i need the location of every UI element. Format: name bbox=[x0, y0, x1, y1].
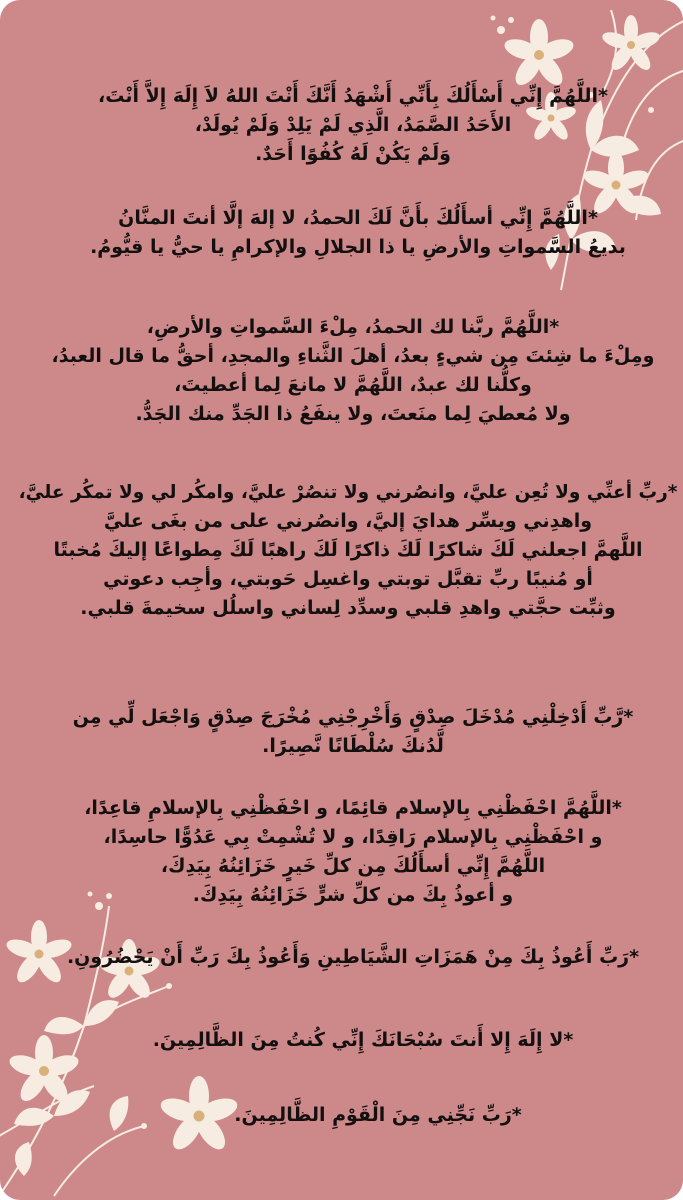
dua-line: *رَّبِّ أَدْخِلْنِي مُدْخَلَ صِدْقٍ وَأَخْرِجْنِي مُخْرَجَ صِدْقٍ وَاجْعَل لِّي مِن bbox=[72, 706, 634, 728]
dua-line: اللَّهُمَّ إِنِّي أسأَلُكَ مِن كلِّ خَيرٍ خَزَائِنُهُ بِيَدِكَ، bbox=[160, 855, 546, 877]
dua-block bbox=[13, 478, 683, 623]
dua-line: وَلَمْ يَكُنْ لَهُ كُفُوًا أَحَدٌ. bbox=[255, 143, 451, 165]
dua-line: لَّدُنكَ سُلْطَانًا نَّصِيرًا. bbox=[262, 735, 444, 757]
dua-line: *اللَّهُمَّ إِنِّي أسأَلُكَ بأَنَّ لَكَ الحمدُ، لا إلهَ إلَّا أنتَ المنَّانُ bbox=[118, 207, 598, 229]
dua-block bbox=[33, 204, 683, 262]
dua-block bbox=[23, 82, 683, 169]
dua-line: *رَبِّ نَجِّنِي مِنَ الْقَوْمِ الظَّالِمِينَ. bbox=[234, 1104, 522, 1126]
dua-line: واهدِني ويسِّر هدايَ إليَّ، وانصُرني على من بغَى عليَّ bbox=[103, 510, 593, 532]
dua-block bbox=[23, 794, 683, 910]
dua-line: أو مُنيبًا ربِّ تقبَّل توبتي واغسِل حَوبتي، وأجِب دعوتي bbox=[103, 568, 593, 590]
dua-block bbox=[73, 1101, 683, 1130]
dua-line: بديعُ السَّمواتِ والأرضِ يا ذا الجلالِ والإكرامِ يا حيُّ يا قيُّومُ. bbox=[90, 236, 626, 258]
dua-line: و أعوذُ بِكَ من كلِّ شرٍّ خَزَائِنُهُ بِيَدِكَ. bbox=[192, 884, 514, 906]
dua-block bbox=[23, 703, 683, 761]
dua-block bbox=[23, 313, 683, 429]
dua-line: *رَبِّ أَعُوذُ بِكَ مِنْ هَمَزَاتِ الشَّيَاطِينِ وَأَعُوذُ بِكَ رَبِّ أَنْ يَحْضُرُونِ. bbox=[66, 946, 640, 968]
dua-line: *اللَّهُمَّ إِنِّي أَسْأَلُكَ بِأَنِّي أَشْهَدُ أَنَّكَ أَنْتَ اللهُ لاَ إِلَهَ إِلاَّ أَنْتَ، bbox=[98, 85, 608, 107]
dua-block bbox=[43, 1026, 683, 1055]
dua-line: الأَحَدُ الصَّمَدُ، الَّذِي لَمْ يَلِدْ وَلَمْ يُولَدْ، bbox=[194, 114, 512, 136]
dua-line: ومِلْءَ ما شِئتَ مِن شيءٍ بعدُ، أهلَ الثَّناءِ والمجدِ، أحقُّ ما قال العبدُ، bbox=[51, 345, 655, 367]
dua-block bbox=[23, 943, 683, 972]
dua-line: *لا إِلَهَ إِلا أَنتَ سُبْحَانَكَ إِنِّي كُنتُ مِنَ الظَّالِمِينَ. bbox=[152, 1029, 574, 1051]
dua-line: وكلُّنا لك عبدٌ، اللَّهُمَّ لا مانعَ لِما أعطيتَ، bbox=[174, 374, 532, 396]
dua-line: *اللَّهُمَّ احْفَظْنِي بِالإسلام قائِمًا، و احْفَظْنِي بِالإسلامِ قاعِدًا، bbox=[84, 797, 622, 819]
dua-line: *اللَّهُمَّ ربَّنا لك الحمدُ، مِلْءَ السَّمواتِ والأرضِ، bbox=[146, 316, 560, 338]
dua-line: ولا مُعطيَ لِما منَعتَ، ولا ينفَعُ ذا الجَدِّ منك الجَدُّ. bbox=[135, 403, 571, 425]
dua-line: و احْفَظْنِي بِالإسلام رَاقِدًا، و لا تُشْمِتْ بِي عَدُوًّا حاسِدًا، bbox=[103, 826, 603, 848]
dua-line: اللَّهمَّ اجعلني لَكَ شاكرًا لَكَ ذاكرًا لَكَ راهبًا لَكَ مِطواعًا إليكَ مُخبتًا bbox=[53, 539, 643, 561]
dua-line: *ربِّ أعنِّي ولا تُعِن عليَّ، وانصُرني ولا تنصُرْ عليَّ، وامكُر لي ولا تمكُر عليَّ، bbox=[18, 482, 678, 503]
dua-line: وثبِّت حجَّتي واهدِ قلبي وسدِّد لِساني واسلُل سخيمةَ قلبي. bbox=[80, 597, 616, 619]
